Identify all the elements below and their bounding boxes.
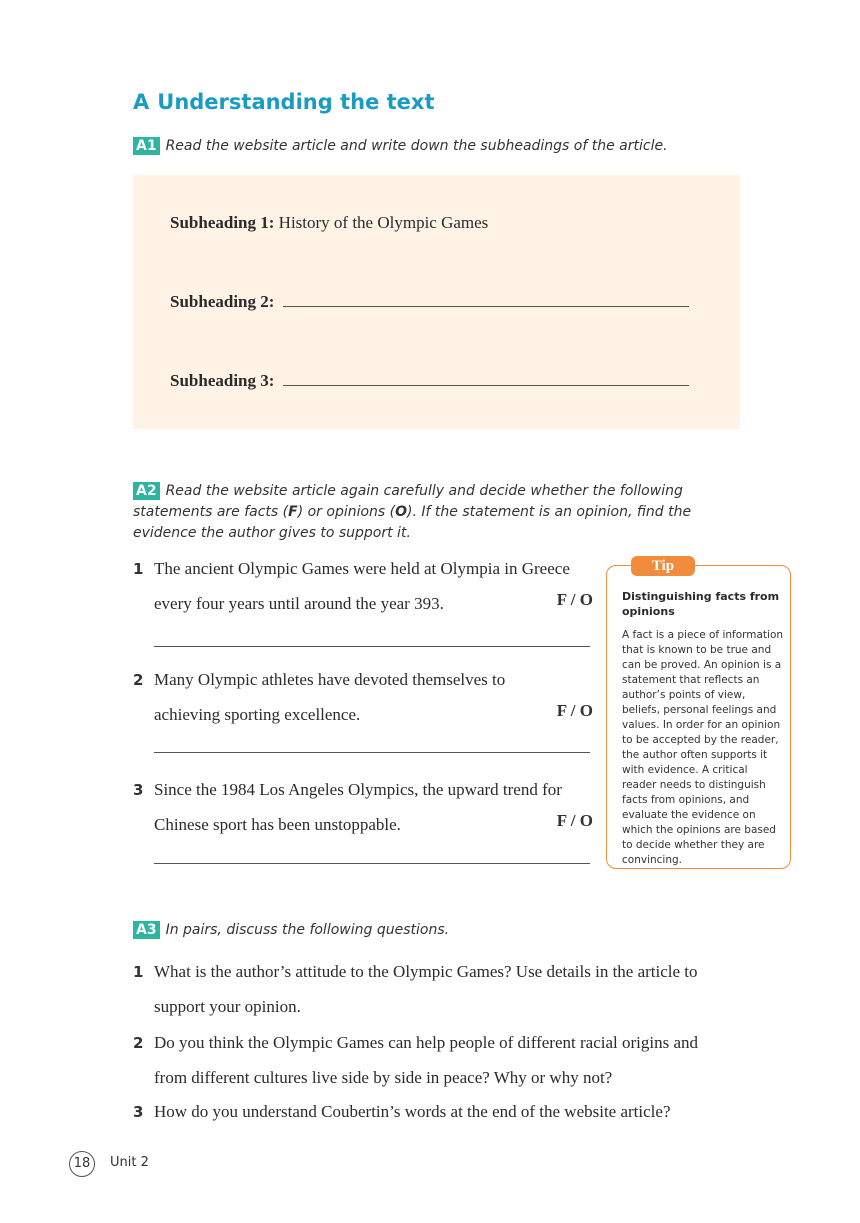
section-letter: A [133,90,150,114]
statement-1-line2: every four years until around the year 393. [154,594,444,613]
question-2-line2: from different cultures live side by side in peace? Why or why not? [154,1068,613,1087]
question-2-text [154,1025,754,1095]
subheading-1-value: History of the Olympic Games [278,213,489,232]
statement-3-answer-line[interactable] [154,863,590,864]
tip-box [606,558,791,869]
question-2-line1: Do you think the Olympic Games can help people of different racial origins and [154,1033,698,1052]
statement-3-text [154,772,594,842]
section-title [133,90,435,114]
a2-instruction-line [133,481,745,544]
statement-3-choice[interactable]: F / O [556,811,593,830]
a2-instruction-2: ) or opinions ( [297,504,396,520]
a2-instruction-o: O [395,504,408,520]
statement-2-number: 2 [133,671,144,689]
a1-instruction: Read the website article and write down the subheadings of the article. [165,138,668,154]
a3-badge: A3 [133,921,160,939]
subheading-1-label: Subheading 1: [170,213,275,232]
section-title-text: Understanding the text [157,90,435,114]
statement-2-text [154,662,594,732]
subheading-2 [170,292,689,312]
subheading-3-label: Subheading 3: [170,371,275,390]
a1-instruction-line [133,136,743,157]
subheading-2-label: Subheading 2: [170,292,275,311]
a2-badge: A2 [133,482,160,500]
question-1-number: 1 [133,963,144,981]
statement-1-choice[interactable]: F / O [556,590,593,609]
tip-heading: Distinguishing facts from opinions [622,590,780,618]
a1-subheading-box [133,175,740,429]
subheading-1 [170,213,488,233]
unit-label: Unit 2 [110,1155,149,1170]
question-1-text [154,954,754,1024]
statement-3-line1: Since the 1984 Los Angeles Olympics, the upward trend for [154,780,562,799]
question-2-number: 2 [133,1034,144,1052]
statement-2-line2: achieving sporting excellence. [154,705,361,724]
question-1 [133,960,753,1030]
a2-instruction-3: ). If the statement is an opinion, find the evidence the author gives to support it. [133,504,692,541]
a2-instruction-1: Read the website article again carefully and decide whether the following statements are facts ( [133,483,683,520]
statement-1-line1: The ancient Olympic Games were held at Olympia in Greece [154,559,570,578]
statement-1-answer-line[interactable] [154,646,590,647]
statement-2 [133,668,593,768]
tip-label: Tip [631,556,695,576]
statement-3 [133,778,593,878]
statement-2-line1: Many Olympic athletes have devoted themselves to [154,670,506,689]
question-3-text [154,1094,754,1129]
question-3 [133,1100,753,1136]
statement-2-answer-line[interactable] [154,752,590,753]
a3-instruction: In pairs, discuss the following questions. [165,922,450,938]
question-3-line1: How do you understand Coubertin’s words at the end of the website article? [154,1102,671,1121]
question-2 [133,1031,753,1101]
statement-3-line2: Chinese sport has been unstoppable. [154,815,401,834]
tip-body: A fact is a piece of information that is known to be true and can be proved. An opinion is a statement that reflects an author’s points of view, beliefs, personal feelings and values. In order for an opinion to be accepted by the reader, the author often supports it with evidence. A critical reader needs to distinguish facts from opinions, and evaluate the evidence on which the opinions are based to decide whether they are convincing. [622,629,784,866]
question-1-line1: What is the author’s attitude to the Olympic Games? Use details in the article to [154,962,698,981]
subheading-3-answer-line[interactable] [283,384,689,386]
subheading-2-answer-line[interactable] [283,305,689,307]
statement-1-number: 1 [133,560,144,578]
a2-instruction-f: F [288,504,298,520]
a3-instruction-line [133,920,743,941]
question-1-line2: support your opinion. [154,997,301,1016]
statement-2-choice[interactable]: F / O [556,701,593,720]
page-number: 18 [69,1151,95,1177]
subheading-3 [170,371,689,391]
statement-1-text [154,551,594,621]
statement-1 [133,557,593,657]
question-3-number: 3 [133,1103,144,1121]
statement-3-number: 3 [133,781,144,799]
a1-badge: A1 [133,137,160,155]
